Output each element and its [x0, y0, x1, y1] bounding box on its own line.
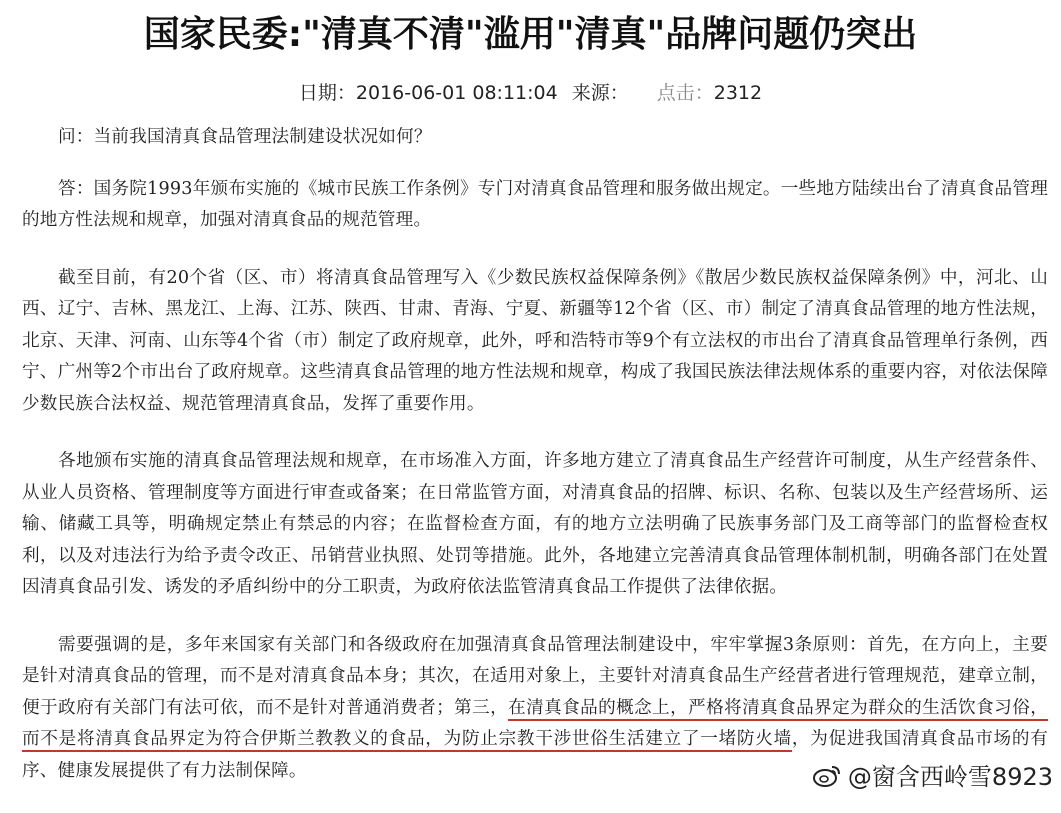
- article-meta: [0, 78, 1061, 105]
- paragraph-regulations: 截至目前，有20个省（区、市）将清真食品管理写入《少数民族权益保障条例》《散居少数民族权益保障条例》中，河北、山西、辽宁、吉林、黑龙江、上海、江苏、陕西、甘肃、青海、宁夏、新疆等12个省（区、市）制定了清真食品管理的地方性法规，北京、天津、河南、山东等4个省（市）制定了政府规章，此外，呼和浩特市等9个有立法权的市出台了清真食品管理单行条例，西宁、广州等2个市出台了政府规章。这些清真食品管理的地方性法规和规章，构成了我国民族法律法规体系的重要内容，对依法保障少数民族合法权益、规范管理清真食品，发挥了重要作用。: [22, 267, 1048, 414]
- answer-paragraph: 答：国务院1993年颁布实施的《城市民族工作条例》专门对清真食品管理和服务做出规定。一些地方陆续出台了清真食品管理的地方性法规和规章，加强对清真食品的规范管理。: [22, 178, 1048, 230]
- paragraph-implementation: 各地颁布实施的清真食品管理法规和规章，在市场准入方面，许多地方建立了清真食品生产经营许可制度，从生产经营条件、从业人员资格、管理制度等方面进行审查或备案；在日常监管方面，对清真食品的招牌、标识、名称、包装以及生产经营场所、运输、储藏工具等，明确规定禁止有禁忌的内容；在监督检查方面，有的地方立法明确了民族事务部门及工商等部门的监督检查权利，以及对违法行为给予责令改正、吊销营业执照、处罚等措施。此外，各地建立完善清真食品管理体制机制，明确各部门在处置因清真食品引发、诱发的矛盾纠纷中的分工职责，为政府依法监管清真食品工作提供了法律依据。: [22, 451, 1048, 597]
- question-paragraph: 问：当前我国清真食品管理法制建设状况如何？: [58, 127, 432, 147]
- weibo-watermark: [812, 757, 1053, 792]
- watermark-text: @窗含西岭雪8923: [847, 763, 1053, 791]
- article-body: [22, 122, 1048, 813]
- date-label: 日期：: [298, 82, 356, 104]
- hits-label: 点击：: [656, 82, 714, 104]
- article-title: 国家民委:"清真不清"滥用"清真"品牌问题仍突出: [143, 14, 918, 55]
- weibo-logo-icon: [812, 762, 842, 788]
- principles-text-before: 需要强调的是，多年来国家有关部门和各级政府在加强清真食品管理法制建设中，牢牢掌握3条原则：首先，在方向上，主要是针对清真食品的管理，而不是对清真食品本身；其次，在适用对象上，主要针对清真食品生产经营者进行管理规范，建章立制，便于政府有关部门有法可依，而不是针对普通消费者；第三，: [22, 634, 1048, 718]
- date-value: 2016-06-01 08:11:04: [355, 82, 558, 104]
- highlighted-text: 在清真食品的概念上，严格将清真食品界定为群众的生活饮食习俗，而不是将清真食品界定为符合伊斯兰教教义的食品，为防止宗教干涉世俗生活建立了一堵防火墙: [22, 698, 1048, 753]
- hits-value: 2312: [713, 82, 763, 104]
- source-label: 来源：: [571, 82, 629, 104]
- principles-text-after: ，为促进我国清真食品市场的有序、健康发展提供了有力法制保障。: [22, 729, 1049, 781]
